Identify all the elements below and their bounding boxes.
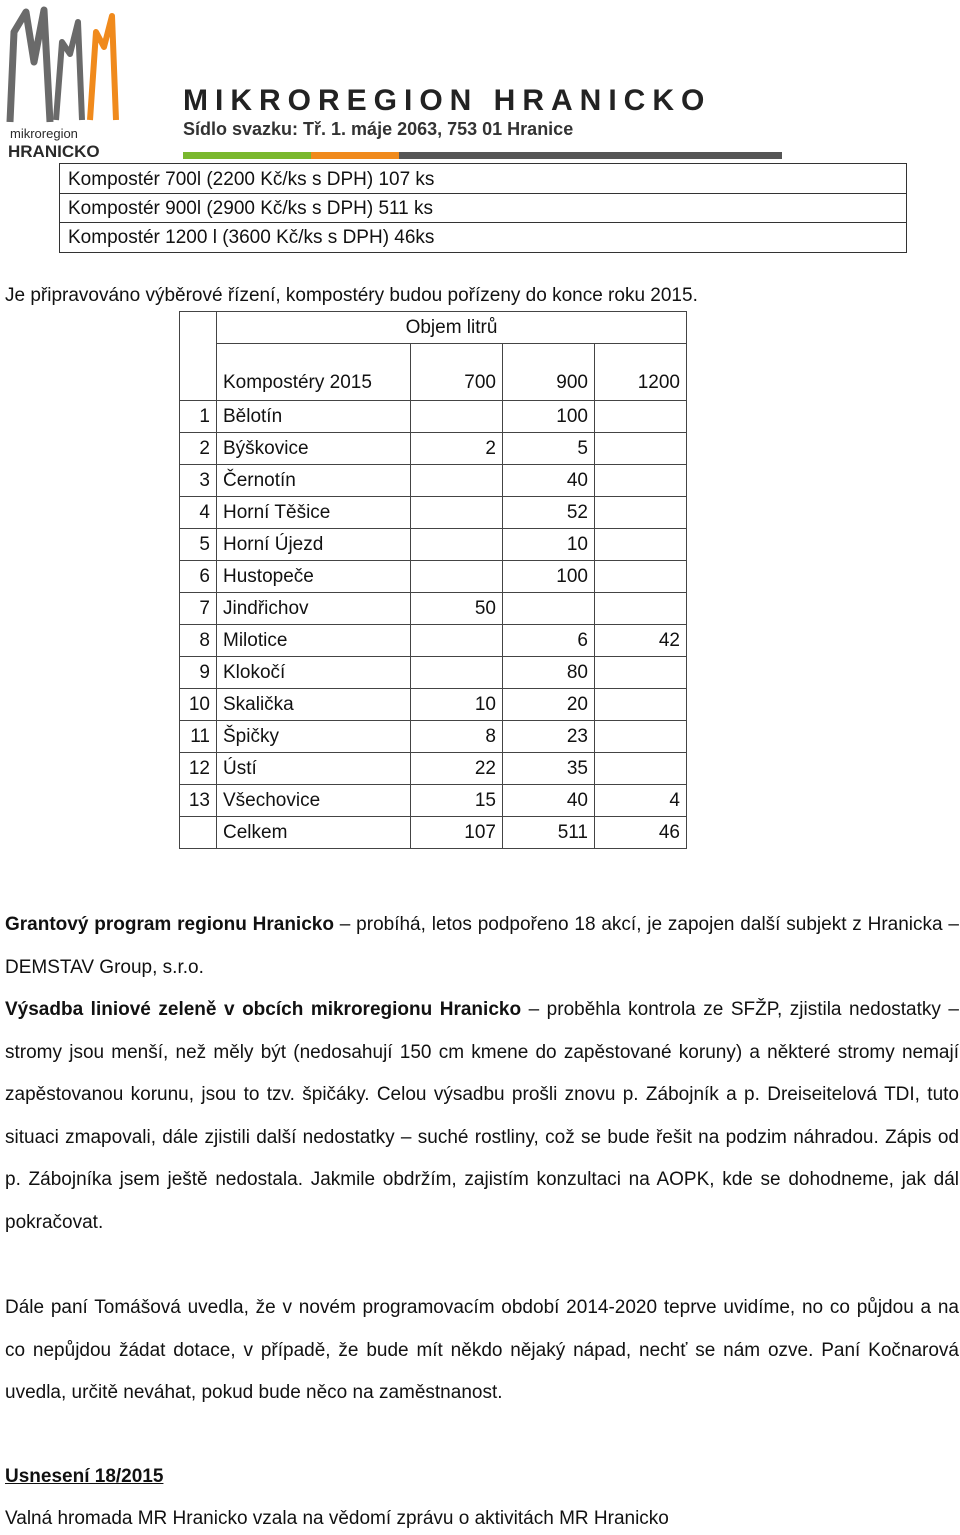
kompostery-table [179,311,687,849]
grant-text: – probíhá, letos podpořeno 18 akcí, je zapojen další subjekt z Hranicka – DEMSTAV Group, s.r.o. [5,914,959,978]
row-number: 13 [180,785,217,817]
column-header: 700 [411,344,503,401]
value-1200 [595,593,687,625]
programme-paragraph: Dále paní Tomášová uvedla, že v novém programovacím období 2014-2020 teprve uvidíme, no co půjdou a na co nepůjdou žádat dotace, v případě, že bude mít někdo nějaký nápad, nechť se nám ozve. Paní Kočnarová uvedla, určitě neváhat, pokud bude něco na zaměstnanost. [5,1297,959,1403]
municipality-name: Špičky [217,721,411,753]
table-row [180,689,687,721]
value-1200 [595,753,687,785]
value-900: 100 [503,561,595,593]
box-line: Kompostér 1200 l (3600 Kč/ks s DPH) 46ks [68,227,435,248]
value-1200 [595,401,687,433]
value-700: 22 [411,753,503,785]
row-number: 2 [180,433,217,465]
value-1200 [595,721,687,753]
row-number: 3 [180,465,217,497]
box-line: Kompostér 900l (2900 Kč/ks s DPH) 511 ks [68,198,434,219]
column-header: 900 [503,344,595,401]
value-700: 10 [411,689,503,721]
value-900: 511 [503,817,595,849]
table-row [180,465,687,497]
table-row [180,529,687,561]
value-900: 35 [503,753,595,785]
table-row [180,657,687,689]
municipality-name: Klokočí [217,657,411,689]
value-700 [411,529,503,561]
divider [60,193,906,194]
brand-bar-orange [311,152,399,159]
table-row [180,753,687,785]
value-700 [411,625,503,657]
value-1200 [595,529,687,561]
municipality-name: Milotice [217,625,411,657]
value-700: 50 [411,593,503,625]
value-700: 8 [411,721,503,753]
municipality-name: Horní Těšice [217,497,411,529]
municipality-name: Všechovice [217,785,411,817]
brand-address: Sídlo svazku: Tř. 1. máje 2063, 753 01 Hranice [183,119,574,139]
municipality-name: Černotín [217,465,411,497]
row-number: 8 [180,625,217,657]
value-700 [411,657,503,689]
value-900: 80 [503,657,595,689]
brand-bar-gray [399,152,782,159]
grant-heading: Grantový program regionu Hranicko [5,914,334,935]
table-title: Kompostéry 2015 [217,344,411,401]
row-number [180,817,217,849]
value-700 [411,497,503,529]
row-number: 9 [180,657,217,689]
municipality-name: Ústí [217,753,411,785]
brand-title: MIKROREGION HRANICKO [183,84,712,117]
planting-heading: Výsadba liniové zeleně v obcích mikroregionu Hranicko [5,999,522,1020]
value-700 [411,561,503,593]
table-row [180,433,687,465]
value-1200: 46 [595,817,687,849]
value-900: 23 [503,721,595,753]
value-700 [411,401,503,433]
value-1200 [595,497,687,529]
intro-sentence: Je připravováno výběrové řízení, kompostéry budou pořízeny do konce roku 2015. [5,285,698,306]
total-row [180,817,687,849]
group-header: Objem litrů [217,312,687,344]
value-900: 100 [503,401,595,433]
table-row [180,593,687,625]
municipality-name: Jindřichov [217,593,411,625]
value-700: 2 [411,433,503,465]
column-header: 1200 [595,344,687,401]
value-900 [503,593,595,625]
table-row [180,721,687,753]
row-number: 5 [180,529,217,561]
row-number: 4 [180,497,217,529]
table-row [180,561,687,593]
value-900: 5 [503,433,595,465]
value-1200: 42 [595,625,687,657]
planting-text: – proběhla kontrola ze SFŽP, zjistila nedostatky – stromy jsou menší, než měly být (nedosahují 150 cm kmene do zapěstované koruny) a některé stromy nemají zapěstovanou korunu, jsou to tzv. špičáky. Celou výsadbu prošli znovu p. Zábojník a p. Dreiseitelová TDI, tuto situaci zmapovali, dále zjistili další nedostatky – suché rostliny, což se bude řešit na podzim náhradou. Zápis od p. Zábojníka jsem ještě nedostala. Jakmile obdržím, zajistím konzultaci na AOPK, kde se dohodneme, jak dál pokračovat. [5,999,959,1233]
value-1200 [595,689,687,721]
value-900: 40 [503,785,595,817]
box-line: Kompostér 700l (2200 Kč/ks s DPH) 107 ks [68,169,435,190]
kompostery-box [59,163,907,253]
table-row [180,625,687,657]
row-number: 10 [180,689,217,721]
planting-paragraph [5,989,959,1244]
brand-bar-green [183,152,311,159]
value-1200 [595,657,687,689]
value-700: 107 [411,817,503,849]
municipality-name: Skalička [217,689,411,721]
row-number: 6 [180,561,217,593]
municipality-name: Býškovice [217,433,411,465]
logo-text-small: mikroregion [10,126,78,141]
municipality-name: Bělotín [217,401,411,433]
value-700: 15 [411,785,503,817]
value-1200 [595,433,687,465]
table-header-row [180,344,687,401]
value-900: 52 [503,497,595,529]
row-number: 11 [180,721,217,753]
row-number: 12 [180,753,217,785]
table-row [180,785,687,817]
municipality-name: Horní Újezd [217,529,411,561]
municipality-name: Celkem [217,817,411,849]
value-900: 40 [503,465,595,497]
row-number: 7 [180,593,217,625]
row-number: 1 [180,401,217,433]
value-1200 [595,465,687,497]
value-700 [411,465,503,497]
divider [60,222,906,223]
table-header-row [180,312,687,344]
value-1200: 4 [595,785,687,817]
resolution-text: Valná hromada MR Hranicko vzala na vědomí zprávu o aktivitách MR Hranicko [5,1508,669,1529]
value-1200 [595,561,687,593]
logo-text-big: HRANICKO [8,142,100,161]
table-row [180,497,687,529]
logo [4,2,124,162]
value-900: 10 [503,529,595,561]
resolution-heading: Usnesení 18/2015 [5,1466,164,1487]
municipality-name: Hustopeče [217,561,411,593]
value-900: 6 [503,625,595,657]
table-cell [180,312,217,401]
grant-paragraph [5,904,959,989]
table-row [180,401,687,433]
value-900: 20 [503,689,595,721]
